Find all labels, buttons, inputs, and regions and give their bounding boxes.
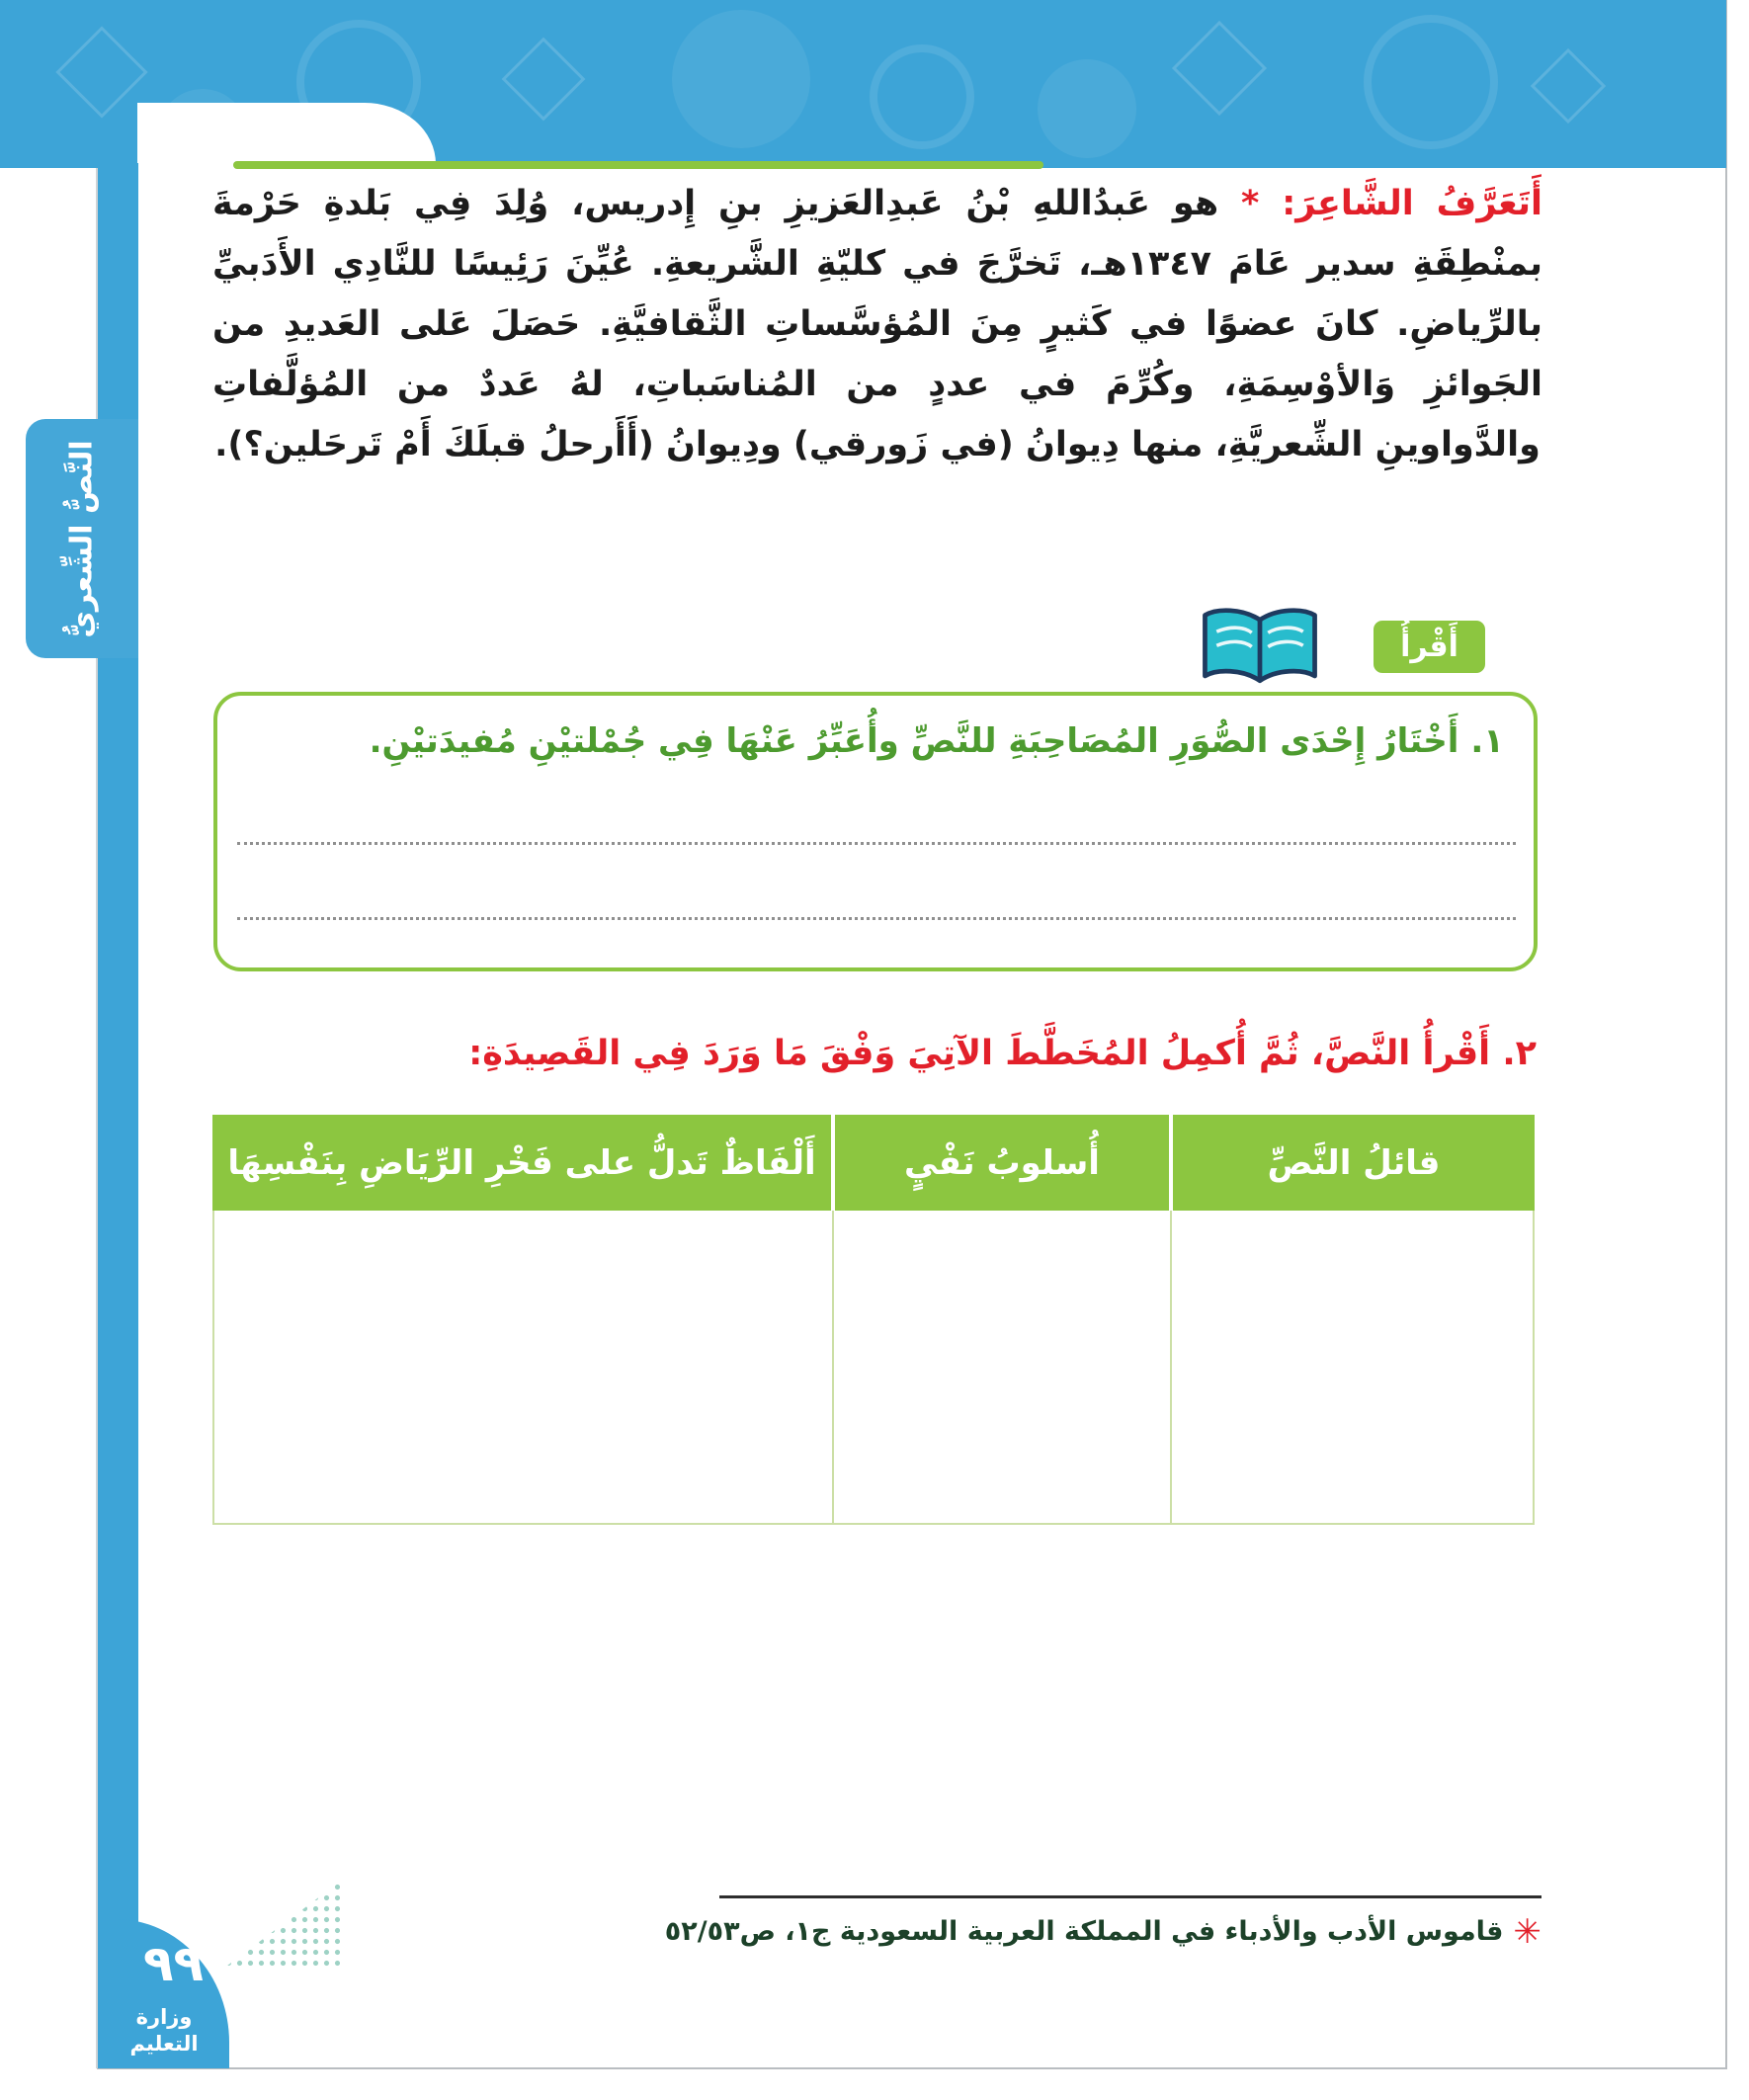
band-ornament [870,44,974,149]
ministry-of-education-logo: وزارة التعليم [129,2005,199,2057]
frame-line-right [1725,0,1727,2068]
table-column-divider [832,1211,834,1523]
table-header-row [212,1115,1535,1211]
band-ornament [502,38,586,122]
page-number: ٩٩ [142,1935,205,1992]
dots-triangle-ornament [223,1882,340,1969]
question-1-number: ١. [1470,721,1504,761]
poet-bio-paragraph [212,174,1542,475]
footnote-reference-asterisk: * [1241,184,1260,223]
footnote-rule [719,1895,1541,1898]
band-white-swoosh [137,103,436,170]
table-header-sayer: قائلُ النَّصِّ [1173,1115,1535,1211]
side-tab-poetic-text [26,419,138,658]
header-band [0,0,1726,168]
footnote [664,1909,1541,1952]
footnote-text: قاموس الأدب والأدباء في المملكة العربية السعودية ج١، ص٥٢/٥٣ [664,1916,1504,1947]
band-ornament [672,10,810,148]
question-1-label: أَخْتَارُ إِحْدَى الصُّوَرِ المُصَاحِبَةِ للنَّصِّ وأُعَبِّرُ عَنْهَا فِي جُمْلتيْنِ مُفيدَتيْنِ. [369,721,1459,761]
band-ornament [55,26,147,118]
question-2-number: ٢. [1502,1034,1537,1073]
table-header-pride: أَلْفَاظٌ تَدلُّ على فَخْرِ الرِّيَاضِ بِنَفْسِهَا [212,1115,831,1211]
frame-line-bottom [97,2067,1727,2069]
band-ornament [1038,59,1136,158]
table-header-negation: أُسلوبُ نَفْيٍ [835,1115,1169,1211]
table-column-divider [1170,1211,1172,1523]
open-book-icon [1196,601,1324,700]
table-body-row [212,1211,1535,1525]
completion-table [212,1115,1535,1525]
question-2-text [212,1034,1537,1073]
question-2-label: أَقْرأُ النَّصَّ، ثُمَّ أُكمِلُ المُخَطَّطَ الآتِيَ وَفْقَ مَا وَرَدَ فِي القَصِيدَةِ: [468,1034,1491,1073]
band-ornament [1172,21,1267,116]
bio-text: هو عَبدُاللهِ بْنُ عَبدِالعَزيزِ بنِ إِدريس، وُلِدَ فِي بَلدةِ حَرْمةَ بمنْطِقَةِ سدير عَامَ ١٣٤٧هـ، تَخرَّجَ في كليّةِ الشَّريعةِ. عُيِّنَ رَئِيسًا للنَّادِي الأَدَبيِّ بالرِّياضِ. كانَ عضوًا في كَثيرٍ مِنَ المُؤسَّساتِ الثَّقافيَّةِ. حَصَلَ عَلى العَديدِ من الجَوائزِ وَالأوْسِمَةِ، وكُرِّمَ في عددٍ من المُناسَباتِ، لهُ عَددٌ من المُؤلَّفاتِ والدَّواوينِ الشِّعريَّةِ، منها دِيوانُ (في زَورقي) ودِيوانُ (أَأَرحلُ قبلَكَ أَمْ تَرحَلين؟). [212,184,1542,464]
footnote-asterisk-icon: ✳ [1513,1912,1541,1952]
band-ornament [1364,15,1498,149]
question-1-box [213,692,1538,971]
side-tab-label: النَّصُّ الشِّعريُّ [64,439,100,638]
band-ornament [1531,48,1606,124]
read-button: أَقْرأُ [1374,621,1485,673]
question-1-text [247,721,1504,761]
answer-blank-line [237,842,1516,845]
bio-heading: أَتَعَرَّفُ الشَّاعِرَ: [1282,184,1542,223]
answer-blank-line [237,917,1516,920]
green-accent-line [233,161,1043,169]
